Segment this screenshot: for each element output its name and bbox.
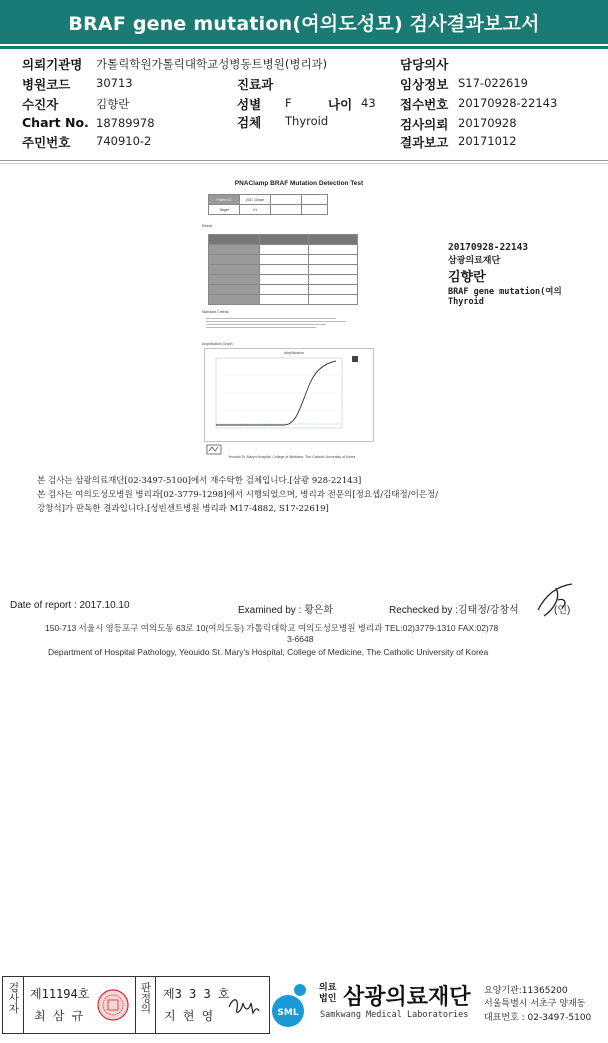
- note-line-1: 본 검사는 삼광의료재단[02-3497-5100]에서 재수탁한 검체입니다.[삼광 928-22143]: [37, 476, 362, 486]
- scan-target-value: V1: [240, 205, 271, 215]
- organization-phone: 대표번호 : 02-3497-5100: [484, 1013, 592, 1023]
- scan-target-label: Target: [209, 205, 240, 215]
- seal-mark: (인): [554, 605, 571, 616]
- header-rule: [0, 46, 608, 49]
- request-date-label: 검사의뢰: [400, 117, 449, 132]
- sex-label: 성별: [237, 97, 262, 112]
- judge-signature: [225, 989, 261, 1019]
- receipt-value: 20170928-22143: [458, 96, 558, 110]
- scan-title: PNAClamp BRAF Mutation Detection Test: [234, 180, 364, 187]
- judge-role-label: [137, 982, 153, 1014]
- scan-criteria-text: [206, 316, 356, 334]
- info-divider-shadow: [0, 163, 608, 164]
- date-of-report: Date of report : 2017.10.10: [10, 600, 130, 611]
- scan-standard-label: Standard Criteria: [202, 310, 229, 314]
- hospital-code-label: 병원코드: [22, 77, 71, 92]
- amplification-graph: [204, 348, 374, 442]
- hospital-address-2: 3-6648: [287, 634, 314, 644]
- judge-name: 지 현 영: [164, 1009, 214, 1023]
- examiner-role-text: 검사자: [7, 982, 20, 1014]
- scan-patient-id-label: Patient ID: [209, 195, 240, 205]
- specimen-label: 검체: [237, 115, 262, 130]
- id-value: 740910-2: [96, 134, 152, 148]
- scan-result-label: Result: [202, 224, 212, 228]
- rechecked-by: Rechecked by :김태정/강창석: [389, 605, 519, 616]
- department-line: Department of Hospital Pathology, Yeouido St. Mary's Hospital, College of Medicine, The Catholic University of Korea: [48, 647, 489, 657]
- patient-label: 수진자: [22, 97, 59, 112]
- examiner-role-label: [5, 982, 21, 1014]
- examiner-license-no: 제11194호: [30, 987, 90, 1001]
- hospital-code-value: 30713: [96, 76, 133, 90]
- sticker-specimen: Thyroid: [448, 297, 484, 307]
- note-line-2: 본 검사는 여의도성모병원 병리과[02-3779-1298]에서 시행되었으며, 병리과 전문의[정요셉/김태정/이은정/: [37, 490, 439, 500]
- hospital-address: 150-713 서울시 영등포구 여의도동 63로 10(여의도동) 가톨릭대학교 여의도성모병원 병리과 TEL:02)3779-1310 FAX:02)78: [45, 623, 499, 633]
- attending-label: 담당의사: [400, 57, 449, 72]
- sticker-name: 김향란: [448, 270, 486, 285]
- organization-code: 요양기관:11365200: [484, 986, 568, 996]
- report-date-value: 20171012: [458, 134, 517, 148]
- sticker-test: BRAF gene mutation(여의: [448, 287, 562, 297]
- report-title: BRAF gene mutation(여의도성모) 검사결과보고서: [0, 0, 608, 44]
- specimen-value: Thyroid: [285, 114, 329, 128]
- patient-value: 김향란: [96, 97, 130, 111]
- graph-title: Amplification: [284, 351, 304, 355]
- age-label: 나이: [328, 97, 353, 112]
- note-line-3: 강창석]가 판독한 결과입니다.[성빈센트병원 병리과 M17-4882, S17-22619]: [37, 504, 329, 514]
- receipt-label: 접수번호: [400, 97, 449, 112]
- organization-english: Samkwang Medical Laboratories: [320, 1010, 469, 1020]
- requester-value: 가톨릭학원가톨릭대학교성병동트병원(병리과): [96, 57, 328, 71]
- seegene-logo-icon: [206, 444, 222, 458]
- sml-logo-text: SML: [277, 1008, 299, 1018]
- sml-logo-icon: [270, 980, 314, 1028]
- sex-value: F: [285, 96, 292, 110]
- info-divider: [0, 160, 608, 161]
- sticker-number: 20170928-22143: [448, 242, 529, 253]
- judge-license-no: 제3 3 3 호: [163, 987, 230, 1001]
- judge-role-text: 판정의: [139, 982, 152, 1014]
- requester-label: 의뢰기관명: [22, 57, 83, 72]
- organization-name: 삼광의료재단: [343, 985, 471, 1010]
- sticker-org: 삼광의료재단: [448, 256, 501, 266]
- clinical-label: 임상정보: [400, 77, 449, 92]
- examiner-stamp: [95, 987, 131, 1023]
- signature-box: [2, 976, 270, 1034]
- scan-graph-label: Amplification Graph: [202, 342, 233, 346]
- age-value: 43: [361, 96, 376, 110]
- id-label: 주민번호: [22, 135, 71, 150]
- department-label: 진료과: [237, 77, 274, 92]
- scan-patient-table: [208, 194, 328, 215]
- organization-address: 서울특별시 서초구 양재동: [484, 999, 586, 1009]
- clinical-value: S17-022619: [458, 76, 528, 90]
- chart-value: 18789978: [96, 116, 155, 130]
- legal-entity-label: 의료법인: [319, 983, 337, 1004]
- scan-patient-id-value: 2017-Grace: [240, 195, 271, 205]
- examiner-name: 최 삼 규: [34, 1009, 84, 1023]
- embedded-result-image: [198, 176, 400, 464]
- scan-result-table: [208, 234, 358, 305]
- chart-label: Chart No.: [22, 115, 89, 130]
- report-date-label: 결과보고: [400, 135, 449, 150]
- request-date-value: 20170928: [458, 116, 517, 130]
- scan-footer: Yeouido St. Mary's Hospital, College of Medicine, The Catholic University of Korea: [228, 455, 356, 459]
- specimen-sticker: [448, 242, 593, 314]
- examined-by: Examined by : 황은화: [238, 605, 334, 616]
